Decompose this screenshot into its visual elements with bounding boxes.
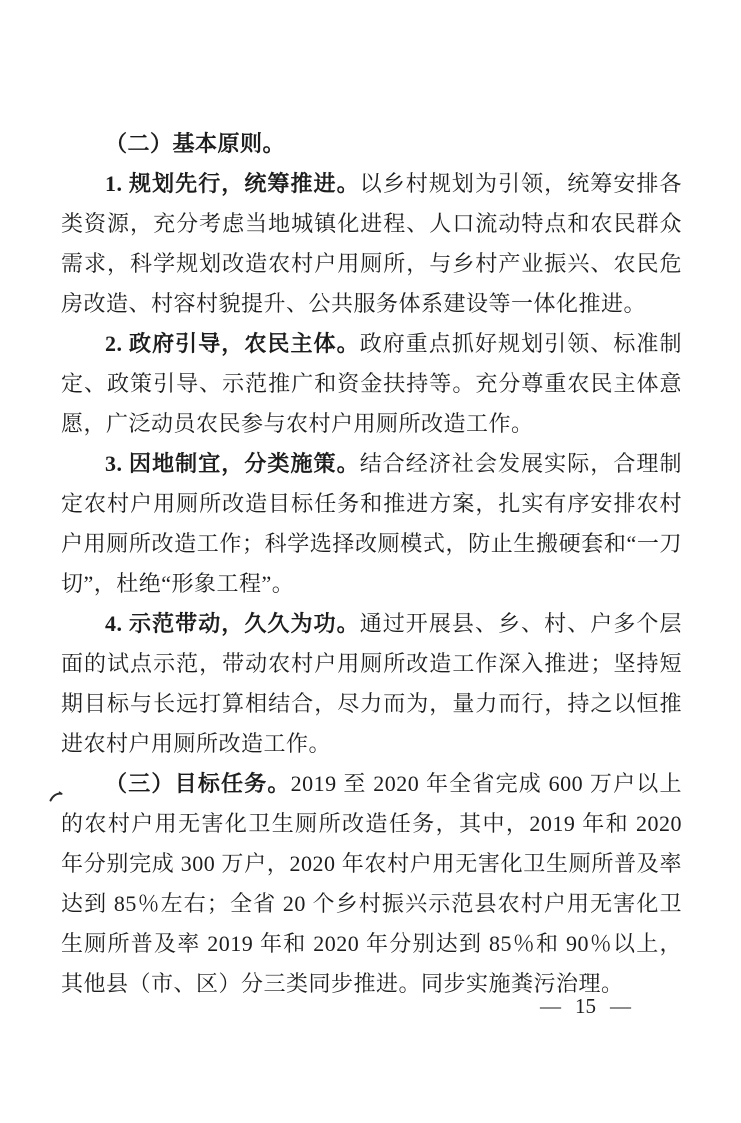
paragraph-lead: 4. 示范带动，久久为功。 (105, 611, 360, 636)
paragraph-body: 结合经济社会发展实际，合理制定农村户用厕所改造目标任务和推进方案，扎实有序安排农村户用厕所改造工作；科学选择改厕模式，防止生搬硬套和“一刀切”，杜绝“形象工程”。 (61, 451, 682, 596)
paragraph-government-guidance (61, 324, 682, 444)
paragraph-body: 通过开展县、乡、村、户多个层面的试点示范，带动农村户用厕所改造工作深入推进；坚持短期目标与长远打算相结合，尽力而为，量力而行，持之以恒推进农村户用厕所改造工作。 (61, 611, 682, 756)
paragraph-target-tasks (61, 764, 682, 1004)
heading-text: （二）基本原则。 (105, 131, 286, 156)
page-number-dash-left: — (540, 994, 561, 1018)
page-number-value: 15 (575, 994, 596, 1018)
paragraph-lead: 1. 规划先行，统筹推进。 (105, 171, 360, 196)
paragraph-local-conditions (61, 444, 682, 604)
paragraph-demonstration-driven (61, 604, 682, 764)
document-body (61, 124, 682, 1004)
paragraph-body: 政府重点抓好规划引领、标准制定、政策引导、示范推广和资金扶持等。充分尊重农民主体意愿，广泛动员农民参与农村户用厕所改造工作。 (61, 331, 682, 436)
paragraph-lead: （三）目标任务。 (105, 771, 291, 796)
paragraph-lead: 3. 因地制宜，分类施策。 (105, 451, 360, 476)
paragraph-body: 2019 至 2020 年全省完成 600 万户以上的农村户用无害化卫生厕所改造任务，其中，2019 年和 2020 年分别完成 300 万户，2020 年农村户用无害化卫生厕所普及率达到 85％左右；全省 20 个乡村振兴示范县农村户用无害化卫生厕所普及率 2019 年和 2020 年分别达到 85％和 90％以上，其他县（市、区）分三类同步推进。同步实施粪污治理。 (61, 771, 682, 996)
paragraph-lead: 2. 政府引导，农民主体。 (105, 331, 360, 356)
page-number-dash-right: — (610, 994, 631, 1018)
paragraph-body: 以乡村规划为引领，统筹安排各类资源，充分考虑当地城镇化进程、人口流动特点和农民群众需求，科学规划改造农村户用厕所，与乡村产业振兴、农民危房改造、村容村貌提升、公共服务体系建设等一体化推进。 (61, 171, 682, 316)
page-number (540, 994, 631, 1019)
section-heading-basic-principles (61, 124, 682, 164)
ink-mark (49, 790, 65, 804)
paragraph-planning-first (61, 164, 682, 324)
